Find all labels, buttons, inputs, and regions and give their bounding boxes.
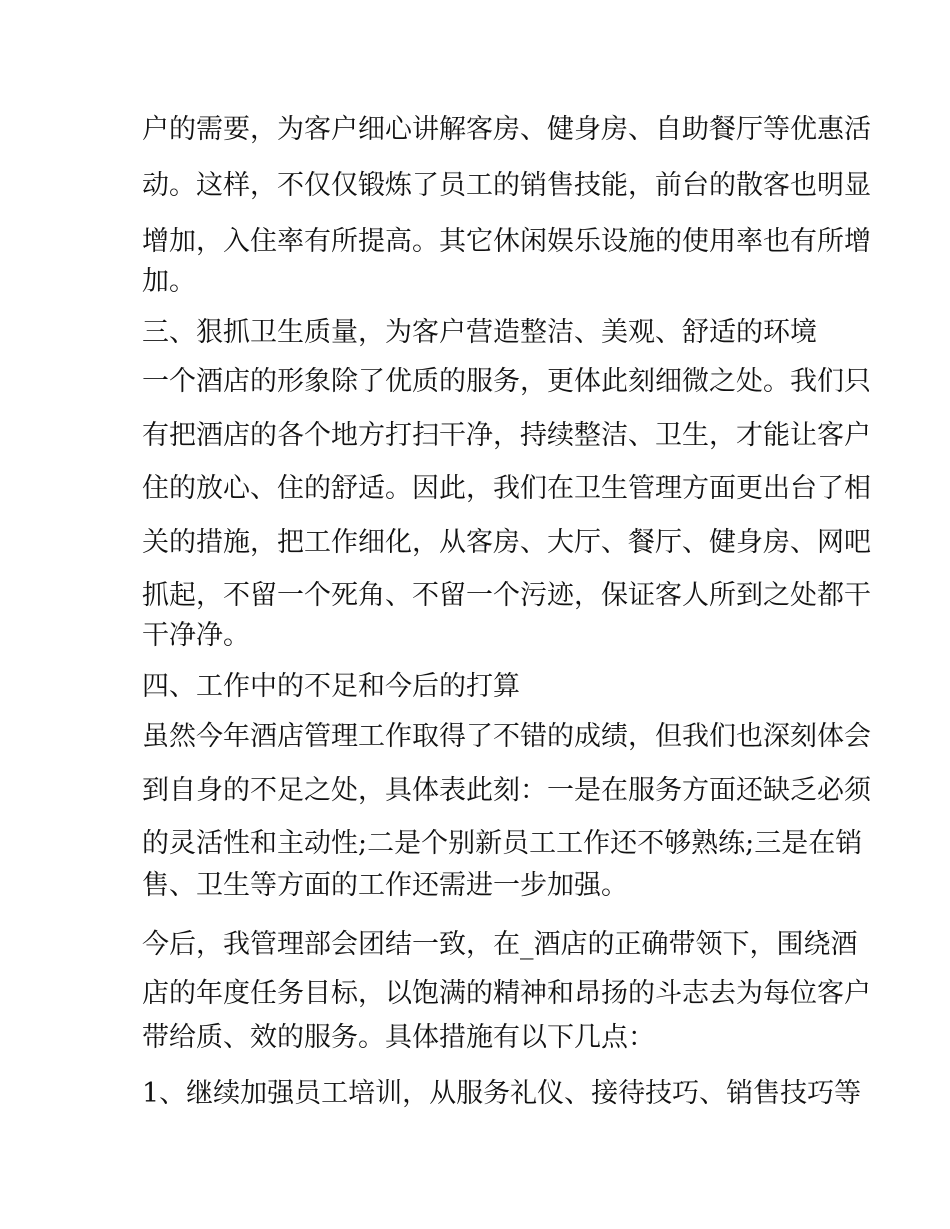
text-line: 加。 (142, 266, 196, 297)
text-line: 关的措施，把工作细化，从客房、大厅、餐厅、健身房、网吧 (142, 527, 871, 558)
section-heading: 三、狠抓卫生质量，为客户营造整洁、美观、舒适的环境 (142, 317, 817, 348)
list-item: 1、继续加强员工培训，从服务礼仪、接待技巧、销售技巧等 (142, 1078, 862, 1109)
text-line: 一个酒店的形象除了优质的服务，更体此刻细微之处。我们只 (142, 366, 871, 397)
text-line: 户的需要，为客户细心讲解客房、健身房、自助餐厅等优惠活 (142, 114, 871, 145)
section-heading: 四、工作中的不足和今后的打算 (142, 671, 520, 702)
text-line: 动。这样，不仅仅锻炼了员工的销售技能，前台的散客也明显 (142, 170, 871, 201)
text-line: 带给质、效的服务。具体措施有以下几点： (142, 1022, 655, 1053)
text-line: 店的年度任务目标，以饱满的精神和昂扬的斗志去为每位客户 (142, 978, 871, 1009)
text-line: 住的放心、住的舒适。因此，我们在卫生管理方面更出台了相 (142, 473, 871, 504)
text-line: 到自身的不足之处，具体表此刻：一是在服务方面还缺乏必须 (142, 775, 871, 806)
text-line: 有把酒店的各个地方打扫干净，持续整洁、卫生，才能让客户 (142, 420, 871, 451)
text-line: 虽然今年酒店管理工作取得了不错的成绩，但我们也深刻体会 (142, 721, 871, 752)
text-line: 的灵活性和主动性;二是个别新员工工作还不够熟练;三是在销 (142, 828, 863, 859)
text-line: 干净净。 (142, 620, 250, 651)
text-line: 今后，我管理部会团结一致，在_酒店的正确带领下，围绕酒 (142, 929, 858, 960)
text-line: 增加，入住率有所提高。其它休闲娱乐设施的使用率也有所增 (142, 226, 871, 257)
text-line: 抓起，不留一个死角、不留一个污迹，保证客人所到之处都干 (142, 580, 871, 611)
text-line: 售、卫生等方面的工作还需进一步加强。 (142, 870, 628, 901)
